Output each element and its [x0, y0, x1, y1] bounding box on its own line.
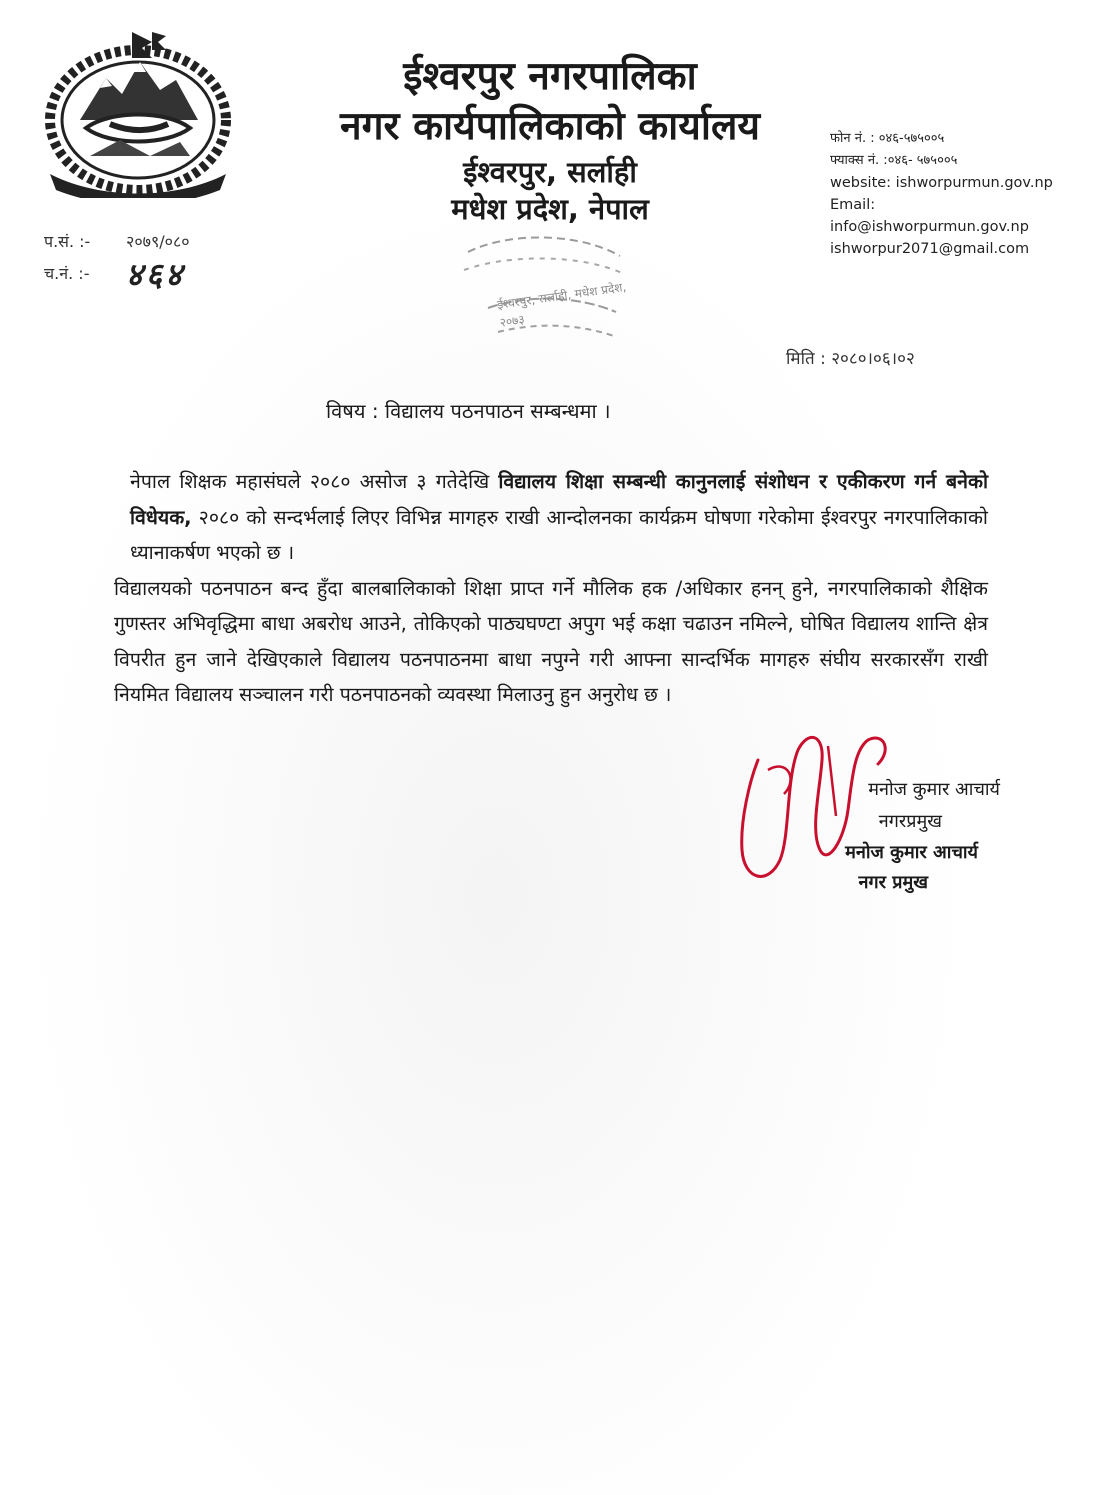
phone-number: फोन नं. : ०४६-५७५००५	[830, 131, 945, 146]
office-name: ईश्वरपुर नगरपालिका	[403, 54, 697, 99]
signatory-name: मनोज कुमार आचार्य	[868, 779, 1000, 800]
body-paragraph-2: विद्यालयको पठनपाठन बन्द हुँदा बालबालिकाको शिक्षा प्राप्त गर्ने मौलिक हक /अधिकार हनन् हुने, नगरपालिकाको शैक्षिक गुणस्तर अभिवृद्धिमा बाधा अबरोध आउने, तोकिएको पाठ्यघण्टा अपुग भई कक्षा चढाउन नमिल्ने, घोषित विद्यालय शान्ति क्षेत्र विपरीत हुन जाने देखिएकाले विद्यालय पठनपाठनमा बाधा नपुग्ने गरी आफ्ना सान्दर्भिक मागहरु संघीय सरकारसँग राखी नियमित विद्यालय सञ्चालन गरी पठनपाठनको व्यवस्था मिलाउनु हुन अनुरोध छ ।	[114, 576, 988, 706]
nepal-emblem-icon	[40, 28, 236, 198]
body-paragraph-1	[114, 464, 988, 571]
email-link-gmail[interactable]: ishworpur2071@gmail.com	[830, 241, 1030, 257]
signatory-stamp-name: मनोज कुमार आचार्य	[845, 842, 978, 863]
letter-subject: विषय : विद्यालय पठनपाठन सम्बन्धमा ।	[326, 399, 611, 423]
office-province: मधेश प्रदेश, नेपाल	[451, 191, 649, 226]
contact-block	[830, 128, 1090, 260]
signature-block	[800, 774, 1000, 898]
patra-sankhya-label: प.सं. :-	[44, 232, 91, 251]
chalani-label: च.नं. :-	[44, 264, 90, 283]
body-p1-start: नेपाल शिक्षक महासंघले २०८० असोज ३ गतेदेखि	[130, 470, 499, 493]
office-address: ईश्वरपुर, सर्लाही	[463, 154, 637, 189]
patra-sankhya-value: २०७९/०८०	[126, 232, 190, 251]
reference-block	[44, 226, 190, 294]
signatory-title: नगरप्रमुख	[878, 811, 942, 832]
letterhead	[300, 52, 800, 228]
chalani-number	[44, 255, 190, 294]
fax-number: फ्याक्स नं. :०४६- ५७५००५	[830, 153, 958, 168]
chalani-value: ४६४	[126, 255, 185, 294]
office-stamp-text: ईश्वरपुर, सर्लाही, मधेश प्रदेश, २०७३	[496, 279, 628, 330]
letter-body	[114, 464, 988, 713]
body-p1-end: २०८० को सन्दर्भलाई लिएर विभिन्न मागहरु राखी आन्दोलनका कार्यक्रम घोषणा गरेकोमा ईश्वरपुर नगरपालिकाको ध्यानाकर्षण भएको छ ।	[130, 505, 988, 564]
office-subtitle: नगर कार्यपालिकाको कार्यालय	[339, 103, 761, 149]
letter-date: मिति : २०८०।०६।०२	[786, 349, 915, 369]
body-p1-bold: विद्यालय शिक्षा सम्बन्धी कानुनलाई संशोधन र एकीकरण गर्न बनेको विधेयक,	[130, 470, 988, 529]
email-link-info[interactable]: info@ishworpurmun.gov.np	[830, 219, 1029, 235]
signatory-stamp-title: नगर प्रमुख	[858, 872, 928, 893]
patra-sankhya	[44, 226, 190, 258]
website-link[interactable]: website: ishworpurmun.gov.np	[830, 175, 1053, 191]
email-label: Email:	[830, 197, 876, 213]
